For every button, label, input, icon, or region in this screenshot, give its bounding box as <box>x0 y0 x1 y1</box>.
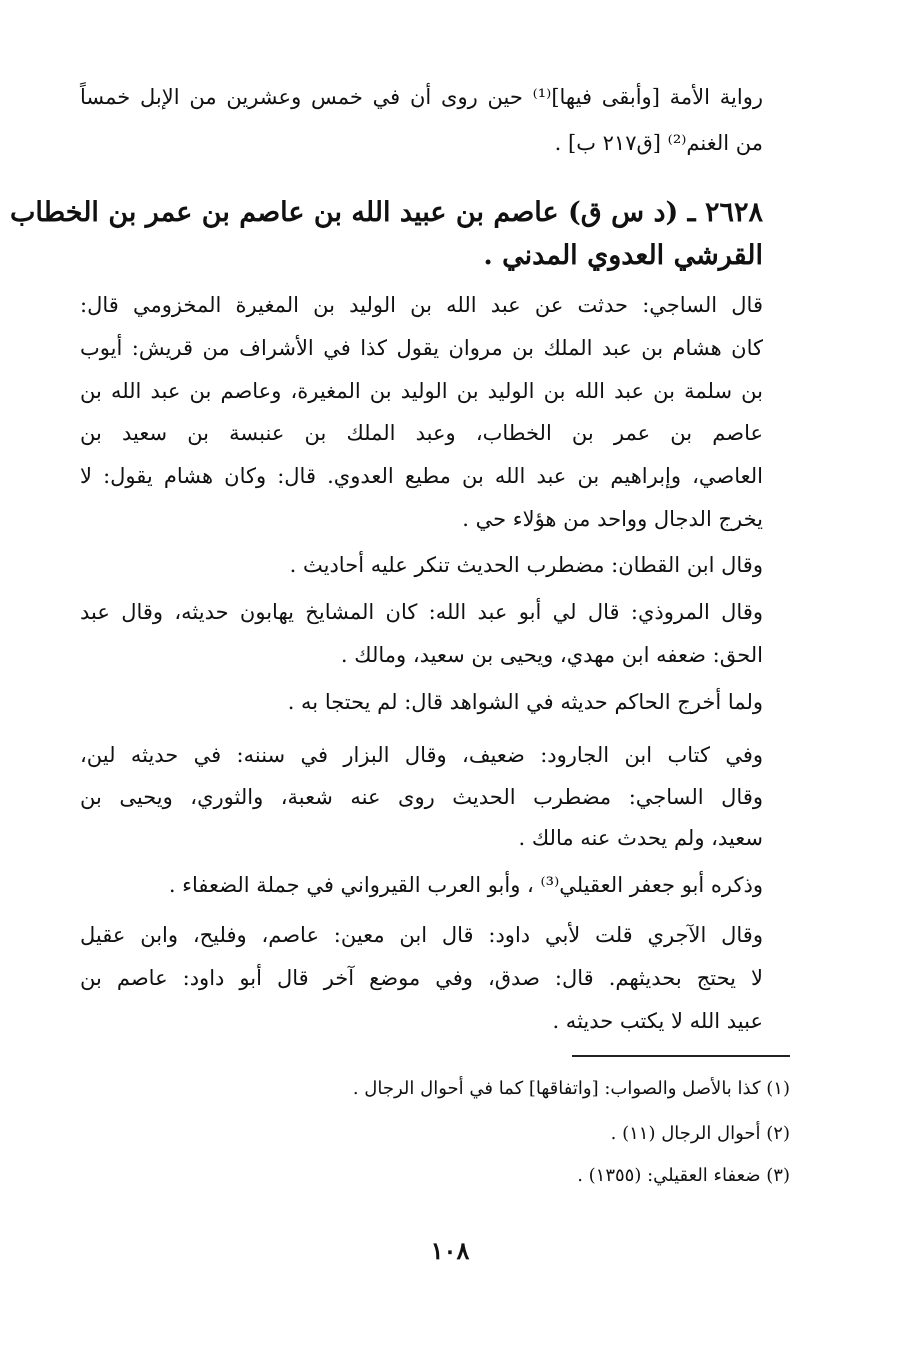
text-line-15: وفي كتاب ابن الجارود: ضعيف، وقال البزار في سننه: في حديثه لين، <box>80 743 763 767</box>
text-line-2: من الغنم⁽²⁾ [ق٢١٧ ب] . <box>554 131 763 155</box>
text-line-16: وقال الساجي: مضطرب الحديث روى عنه شعبة، والثوري، ويحيى بن <box>80 785 763 809</box>
text-line-5: قال الساجي: حدثت عن عبد الله بن الوليد بن المغيرة المخزومي قال: <box>80 293 763 317</box>
text-line-20: لا يحتج بحديثهم. قال: صدق، وفي موضع آخر قال أبو داود: عاصم بن <box>80 966 763 990</box>
text-line-9: العاصي، وإبراهيم بن عبد الله بن مطيع العدوي. قال: وكان هشام يقول: لا <box>80 464 763 488</box>
footnote-2: (٢) أحوال الرجال (١١) . <box>610 1123 790 1144</box>
text-line-21: عبيد الله لا يكتب حديثه . <box>552 1009 763 1033</box>
text-line-17: سعيد، ولم يحدث عنه مالك . <box>518 826 763 850</box>
text-line-14: ولما أخرج الحاكم حديثه في الشواهد قال: لم يحتجا به . <box>287 690 763 714</box>
entry-heading-line-1: ٢٦٢٨ ـ (د س ق) عاصم بن عبيد الله بن عاصم بن عمر بن الخطاب <box>9 197 763 228</box>
footnote-1: (١) كذا بالأصل والصواب: [واتفاقها] كما في أحوال الرجال . <box>352 1078 790 1099</box>
text-line-10: يخرج الدجال وواحد من هؤلاء حي . <box>462 507 763 531</box>
footnote-3: (٣) ضعفاء العقيلي: (١٣٥٥) . <box>577 1165 790 1186</box>
text-line-19: وقال الآجري قلت لأبي داود: قال ابن معين: عاصم، وفليح، وابن عقيل <box>80 923 763 947</box>
text-line-8: عاصم بن عمر بن الخطاب، وعبد الملك بن عنبسة بن سعيد بن <box>80 421 763 445</box>
page-number: ١٠٨ <box>430 1236 470 1265</box>
text-line-18: وذكره أبو جعفر العقيلي⁽³⁾ ، وأبو العرب القيرواني في جملة الضعفاء . <box>168 873 763 897</box>
text-line-7: بن سلمة بن عبد الله بن الوليد بن الوليد بن المغيرة، وعاصم بن عبد الله بن <box>80 379 763 403</box>
text-line-11: وقال ابن القطان: مضطرب الحديث تنكر عليه أحاديث . <box>289 553 763 577</box>
entry-heading-line-2: القرشي العدوي المدني . <box>483 240 763 271</box>
text-line-1: رواية الأمة [وأبقى فيها]⁽¹⁾ حين روى أن في خمس وعشرين من الإبل خمساً <box>80 85 763 109</box>
text-line-6: كان هشام بن عبد الملك بن مروان يقول كذا في الأشراف من قريش: أيوب <box>80 336 763 360</box>
text-line-13: الحق: ضعفه ابن مهدي، ويحيى بن سعيد، ومالك . <box>340 643 763 667</box>
text-line-12: وقال المروذي: قال لي أبو عبد الله: كان المشايخ يهابون حديثه، وقال عبد <box>80 600 763 624</box>
footnote-separator <box>572 1055 790 1057</box>
